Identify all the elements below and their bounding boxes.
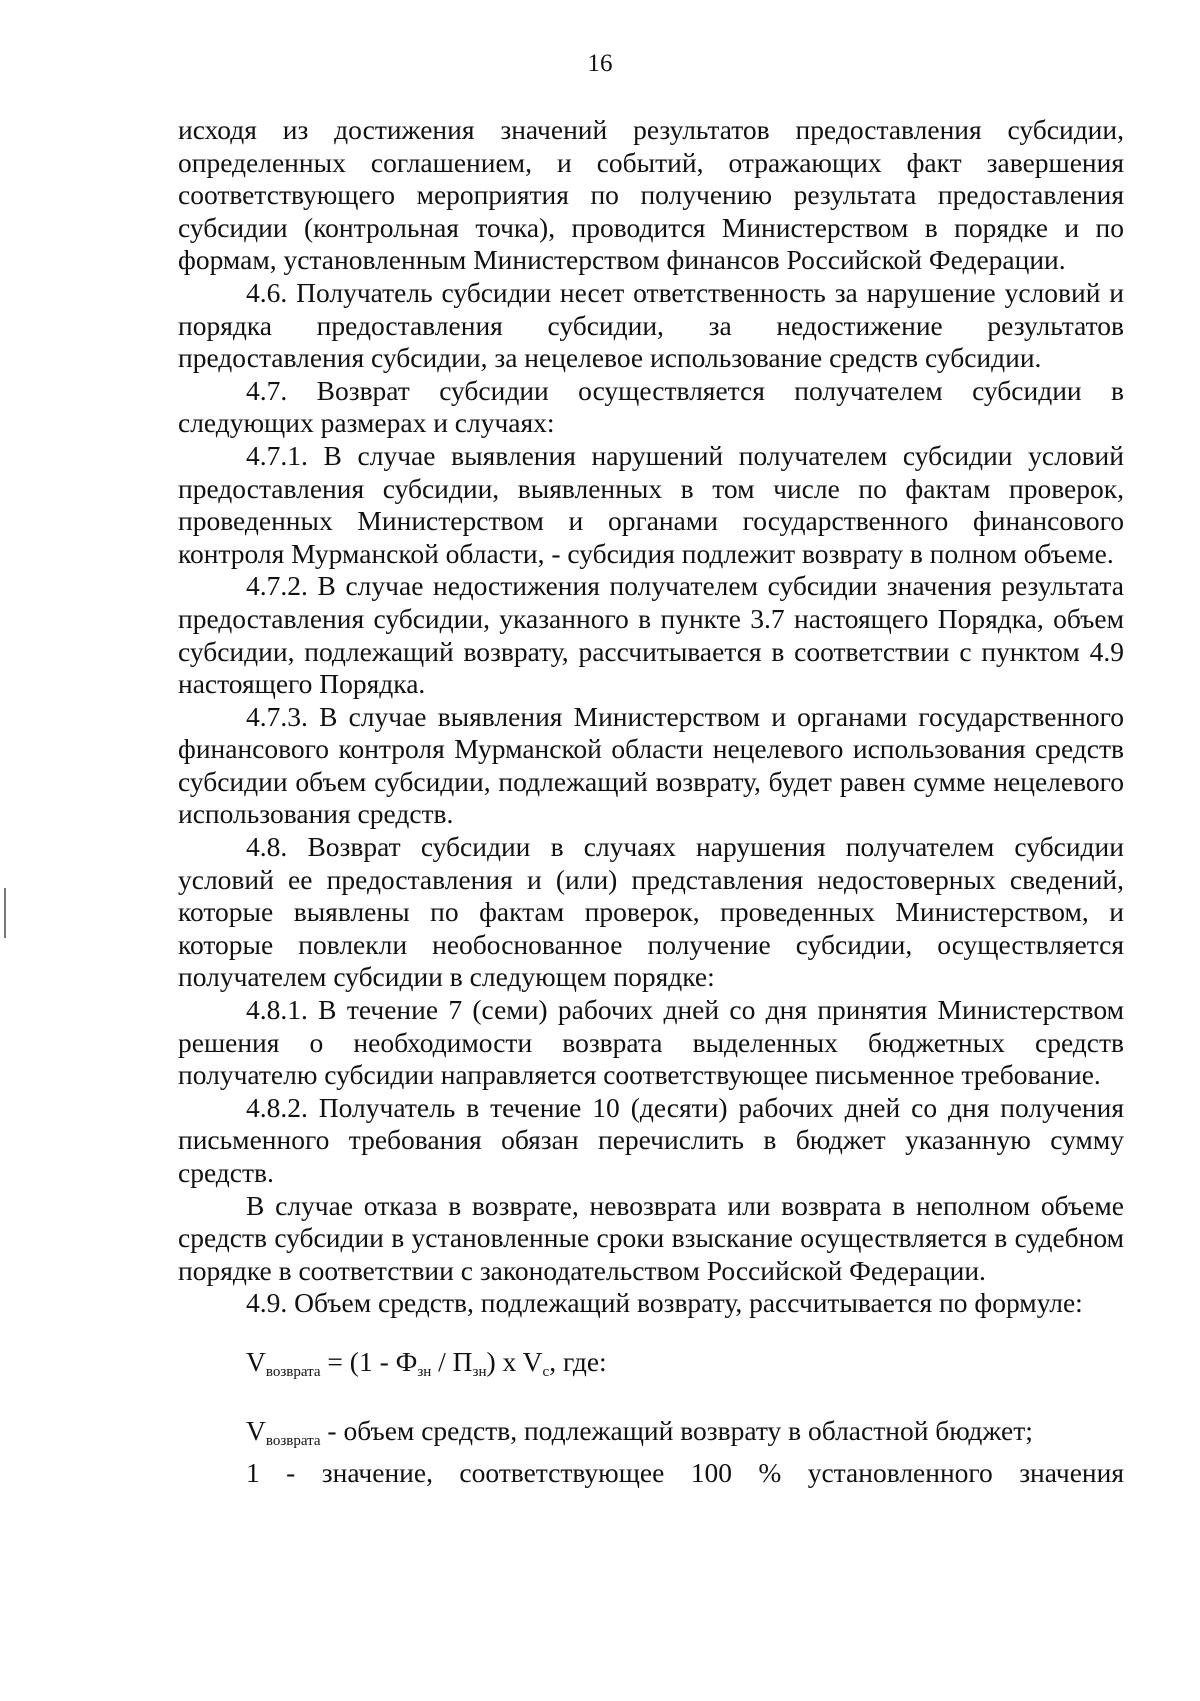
formula-tail: , где: <box>549 1345 607 1377</box>
page-number: 16 <box>587 50 613 77</box>
formula-v: V <box>246 1345 266 1377</box>
paragraph-4-7-2: 4.7.2. В случае недостижения получателем субсидии значения результата предоставления субсидии, указанного в пункте 3.7 настоящего Порядка, объем субсидии, подлежащий возврату, рассчитывается в соответствии с пунктом 4.9 настоящего Порядка. <box>178 570 1124 700</box>
paragraph-4-7-3: 4.7.3. В случае выявления Министерством и органами государственного финансового контроля Мурманской области нецелевого использования средств субсидии объем субсидии, подлежащий возврату, будет равен сумме нецелевого использования средств. <box>178 700 1124 830</box>
return-formula <box>178 1346 1124 1389</box>
paragraph-4-6: 4.6. Получатель субсидии несет ответственность за нарушение условий и порядка предоставления субсидии, за недостижение результатов предоставления субсидии, за нецелевое использование средств субсидии. <box>178 276 1124 374</box>
definition-symbol: V <box>246 1414 266 1446</box>
paragraph-4-8: 4.8. Возврат субсидии в случаях нарушения получателем субсидии условий ее предоставления и (или) представления недостоверных сведений, которые выявлены по фактам проверок, проведенных Министерством, и которые повлекли необоснованное получение субсидии, осуществляется получателем субсидии в следующем порядке: <box>178 831 1124 993</box>
formula-f-subscript: зн <box>417 1363 432 1380</box>
paragraph-4-7-1: 4.7.1. В случае выявления нарушений получателем субсидии условий предоставления субсидии, выявленных в том числе по фактам проверок, проведенных Министерством и органами государственного финансового контроля Мурманской области, - субсидия подлежит возврату в полном объеме. <box>178 439 1124 569</box>
paragraph-4-7: 4.7. Возврат субсидии осуществляется получателем субсидии в следующих размерах и случаях: <box>178 374 1124 439</box>
formula-c-subscript: с <box>542 1363 550 1380</box>
scan-margin-mark <box>4 888 6 938</box>
formula-eq-open: = (1 - Ф <box>320 1345 418 1377</box>
definition-v-return <box>178 1415 1124 1458</box>
definition-symbol-subscript: возврата <box>265 1432 321 1449</box>
formula-v-subscript: возврата <box>265 1363 321 1380</box>
paragraph-refusal: В случае отказа в возврате, невозврата или возврата в неполном объеме средств субсидии в установленные сроки взыскание осуществляется в судебном порядке в соответствии с законодательством Российской Федерации. <box>178 1189 1124 1286</box>
paragraph-4-8-2: 4.8.2. Получатель в течение 10 (десяти) рабочих дней со дня получения письменного требования обязан перечислить в бюджет указанную сумму средств. <box>178 1091 1124 1188</box>
definition-one: 1 - значение, соответствующее 100 % установленного значения <box>246 1457 1124 1489</box>
formula-slash: / П <box>431 1345 473 1377</box>
paragraph-continuation: исходя из достижения значений результатов предоставления субсидии, определенных соглашением, и событий, отражающих факт завершения соответствующего мероприятия по получению результата предоставления субсидии (контрольная точка), проводится Министерством в порядке и по формам, установленным Министерством финансов Российской Федерации. <box>178 114 1124 276</box>
formula-times: ) x V <box>486 1345 543 1377</box>
formula-p-subscript: зн <box>472 1363 487 1380</box>
paragraph-4-8-1: 4.8.1. В течение 7 (семи) рабочих дней со дня принятия Министерством решения о необходимости возврата выделенных бюджетных средств получателю субсидии направляется соответствующее письменное требование. <box>178 994 1124 1091</box>
definition-text: - объем средств, подлежащий возврату в областной бюджет; <box>320 1414 1033 1446</box>
paragraph-4-9: 4.9. Объем средств, подлежащий возврату, рассчитывается по формуле: <box>246 1287 1083 1319</box>
document-body <box>178 114 1124 1490</box>
